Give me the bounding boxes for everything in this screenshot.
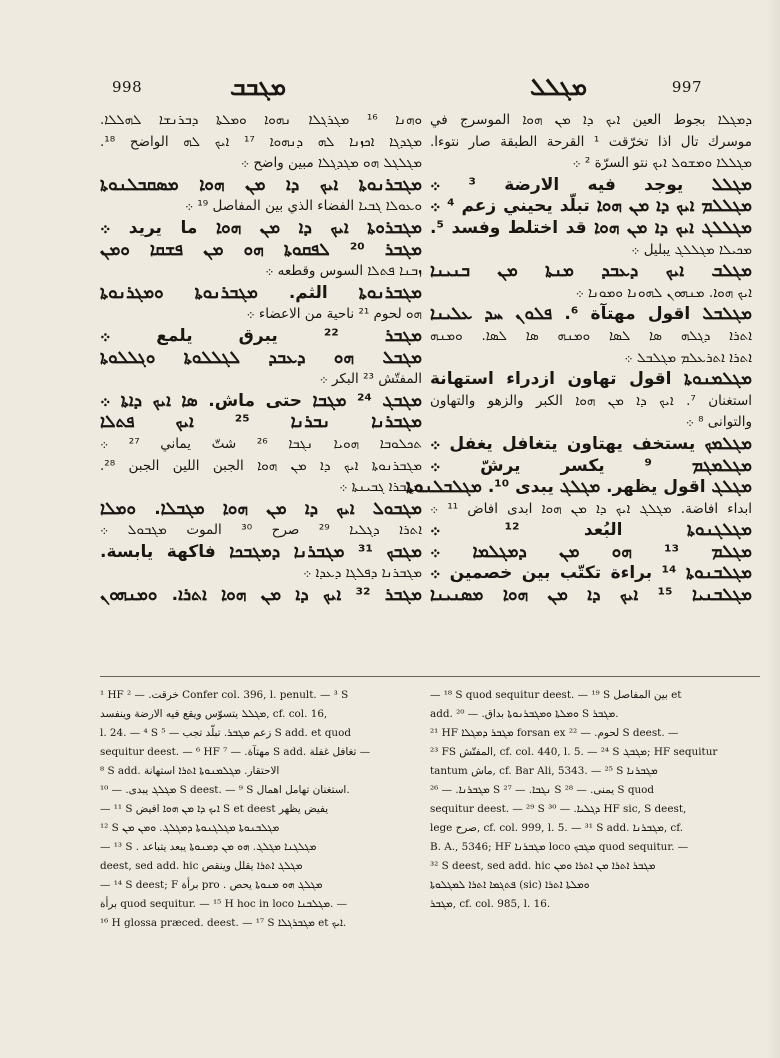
left-text-line: ܡܓܒܪܢܐ ܕܦܠܓܐ ܕܥܕܐ ܀ <box>303 565 422 582</box>
right-entry-headword-line: ܡܓܠܒܠ اقول مهتآة ⁶. ܦܠܘܢ ܚܕ ܥܠܝܢܐ <box>430 304 752 325</box>
running-head-right: ܡܓܠܠ <box>530 72 588 101</box>
footnote-line: ¹² S ܡܓܠܒܢܘܬܐ ܡܓܠܓܢܘܬܐ ܕܡܓܠܓ. ܘܡܢ ܡܢ <box>100 822 280 834</box>
page-number-right: 997 <box>671 78 702 96</box>
right-text-line: استغنان ⁷. ܐܝܟ ܕܐ ܡܢ ܗܘܐ الكبر والزهو والتهاون <box>430 392 753 409</box>
left-text-line: ܡܓܕܓܐ ܐܟܙܢܐ ܠܗ ܕܢܗܘܐ ¹⁷ ܐܝܟ ܠܗ الواضح ¹⁸. <box>100 133 422 150</box>
left-entry-headword-line: ܡܓܒܪܢܘܬܐ ܐܝܟ ܕܐ ܡܢ ܗܘܐ ܡܣܩܒܠܢܘܬܐ <box>100 174 422 195</box>
right-text-line: ܐܝܟ ܗܘܐ. ܡܢܗܘܢ ܠܗܘܢܐ ܘܡܘܢܐ ܀ <box>575 284 752 301</box>
left-text-line: ܗܘ لحوم ²¹ ناحية من الاعضاء ܀ <box>246 306 422 323</box>
left-entry-headword-line: ܡܓܒܪ ²² يبرق يلمع ܀ <box>100 325 422 346</box>
footnote-line: ܡܓܒܪ, cf. col. 985, l. 16. <box>430 898 551 910</box>
right-text-line: ܐܬܪܐ ܕܓܠܗ ܣܐ ܠܣܐ ܘܡܢܗ ܣܐ ܠܣܐ. ܘܡܢܗ <box>430 327 752 344</box>
footnote-line: sequitur deest. — ²⁹ S ܕܓܠܝܐ. — ³⁰ HF sic, S deest, <box>430 803 687 815</box>
footnote-line: ܦܬܓܡܐ ܐܬܪܐ ܠܡܓܠܘܬܐ (sic) ܘܡܠܬܐ ܐܬܪܐ <box>430 879 590 891</box>
left-entry-headword-line: ܡܓܒܠ ܗܘ ܕܥܒܕ ܠܓܠܠܘܬܐ ܘܓܠܠܘܬܐ <box>100 347 422 368</box>
footnote-separator <box>100 676 760 677</box>
footnote-line: ³² S deest, sed add. hic ܡܓܒܪ ܐܬܪܐ ܡܢ ܐܬܪܐ ܘܡܢ <box>430 860 656 872</box>
left-text-line: ܙܒܢܐ ܦܬܠܐ السوس وقطعه ܀ <box>265 263 422 280</box>
footnote-line: ¹⁶ H glossa præced. deest. — ¹⁷ S ܡܓܒܪܓܠܐ et ܐܝܟ. <box>100 917 347 929</box>
footnote-line: — ¹³ S . ܡܓܠܓܢܐ ܡܓܠܓ. ܗܘ ܡܢ ܕܡܢܘܬܐ يبعد يتباعد <box>100 841 317 853</box>
footnote-line: ܡܓܠܠ يتسوّس ويقع فيه الارضة وينفسد, cf. col. 16, <box>100 708 328 720</box>
left-entry-headword-line: ܡܓܒܪ ²⁰ ܠܦܩܘܬܐ ܗܘ ܡܢ ܦܫܩܐ ܘܡܢ <box>100 239 422 260</box>
left-text-column <box>100 110 422 670</box>
footnote-line: — ¹⁴ S deest; F برأة pro . ܡܓܠܓ ܗܘ ܡܢܘܬܐ يحص <box>100 879 323 891</box>
right-entry-headword-line: ܡܓܠܓܢܘܬܐ البُعد ¹² ܀ <box>430 520 752 541</box>
left-text-line: ܘܗܢܐ ¹⁶ ܡܓܪܓܠܐ ܢܗܘܐ ܘܡܠܬܐ ܕܒܪܢܫܐ ܠܗܠܠܐ. <box>100 112 422 128</box>
footnote-line: ²¹ HF ܡܓܒܪ ܕܡܓܠܐ forsan ex لحوم. — ²² S deest. — <box>430 727 679 739</box>
left-entry-headword-line: ܡܓܒܟ ³¹ ܡܓܒܪܢܐ ܕܡܓܒܟܐ فاكهة يابسة. <box>100 541 422 562</box>
right-text-line: ܡܓܠܠܐ ܘܡܫܘܠ ܐܝܟ نتو السرّة ² ܀ <box>572 155 752 172</box>
footnote-line: tantum ماش, cf. Bar Ali, 5343. — ²⁵ S ܡܓܒܪܢܐ <box>430 765 658 777</box>
right-text-line: موسرك تال اذا تخرّقت ¹ القرحة الطبقة صار نتوءا. <box>430 133 752 150</box>
right-entry-headword-line: ܡܓܠܡ ¹³ ܗܘ ܡܢ ܕܡܓܠܡܐ ܀ <box>430 541 752 562</box>
footnote-line: — ¹¹ S ܐܝܟ ܕܐ ܡܢ ܗܘܐ افيض S et deest يفيض يظهر <box>100 803 329 815</box>
footnote-line: l. 24. — ⁴ S زعم ܡܓܒܪ. تبلّد تجب — ⁵ S add. et quod <box>100 727 352 739</box>
footnote-line: ⁸ S add. الاحتقار. ܡܓܠܡܢܘܬܐ ܐܬܪܐ استهانة <box>100 765 280 777</box>
page-edge-shadow <box>766 0 780 1058</box>
footnotes-left <box>100 686 422 946</box>
right-text-line: ܡܟܝܠܐ ܡܓܠܠܓ يبليل ܀ <box>631 241 752 258</box>
right-text-line: ܕܡܓܠܐ بجوط العين ܐܝܟ ܕܐ ܡܢ ܗܘܐ الموسرج في <box>430 112 752 128</box>
right-entry-headword-line: ܡܓܠܠܓ ܐܝܟ ܕܐ ܡܢ ܗܘܐ قد اختلط وفسد ⁵. <box>430 217 752 238</box>
right-entry-headword-line: ܡܓܠܠܡ ܐܝܟ ܕܐ ܡܢ ܗܘܐ تبلّد يحيني زعم ⁴ ܀ <box>430 196 752 217</box>
left-text-line: ܡܓܠܓܠ ܗܘ ܡܓܕܓܠܐ مبين واضح ܀ <box>240 155 422 172</box>
left-text-line: المفتّش ²³ البكر ܀ <box>319 371 422 388</box>
footnote-line: ¹ HF خرقت. — ² Confer col. 396, l. penult. — ³ S <box>100 689 349 701</box>
right-text-column <box>405 110 753 670</box>
left-entry-headword-line: ܡܓܒܪܢܐ ܢܒܪܢܐ ²⁵ ܐܝܟ ܦܬܠܐ <box>100 412 422 433</box>
right-entry-headword-line: ܡܓܠܒܢܝܐ ¹⁵ ܐܝܟ ܕܐ ܡܢ ܗܘܐ ܡܣܢܝܢܐ <box>430 585 753 606</box>
footnote-line: deest, sed add. hic ܡܓܠܓ ܐܬܪܐ يقلل وينقص <box>100 860 303 872</box>
left-text-line: ܘܥܘܠܐ ܓܒܝܐ الفضاء الذي بين المفاصل ¹⁹ ܀ <box>184 198 422 215</box>
left-text-line: ܡܓܒܪܐ ܓܒܝܢܬܐ ܀ <box>339 479 422 496</box>
footnote-line: — ¹⁸ S quod sequitur deest. — ¹⁹ S بين المفاصل et <box>430 689 682 701</box>
right-entry-headword-line: ܡܓܠܒ ܐܝܟ ܕܥܒܕ ܡܢܬܐ ܡܢ ܒܢܝܢܐ <box>430 261 752 282</box>
left-text-line: ܬܟܠܘܒܐ ܗܘܝܐ ܢܓܒܐ ²⁶ شتّ يماني ²⁷ ܀ <box>100 435 422 452</box>
right-entry-headword-line: ܡܓܠܒܢܘܬܐ ¹⁴ براءة تكتّب بين خصمين ܀ <box>430 563 752 584</box>
left-entry-headword-line: ܡܓܒܪܢܘܬܐ الثم. ܡܓܒܪܢܘܬܐ ܘܡܓܪܢܘܬܐ <box>100 282 422 303</box>
footnote-line: add. ܘܡܠܬܐ ܘܡܓܒܪܢܘܬܐ بداق. — ²⁰ S ܡܓܒܪ. <box>430 708 619 720</box>
footnotes-right <box>430 686 752 946</box>
page-number-left: 998 <box>112 78 143 96</box>
footnote-line: ܡܓܠܓ يبدى. — ¹⁰ S deest. — ⁹ S استغنان تهامل اهمال. <box>100 784 350 796</box>
right-entry-headword-line: ܡܓܠܡܢܘܬܐ اقول تهاون ازدراء استهانة <box>430 369 752 390</box>
footnote-line: lege صرح, cf. col. 999, l. 5. — ³¹ S add. ܡܓܒܪܢܐ, cf. <box>430 822 684 834</box>
left-entry-headword-line: ܡܓܒܘܠ ܐܝܟ ܕܐ ܡܢ ܗܘܐ ܡܓܒܠܐ. ܘܡܠܐ <box>100 498 422 519</box>
footnote-line: B. A., 5346; HF ܡܓܒܪܢܐ loco ܡܓܒܟ quod sequitur. — <box>430 841 689 853</box>
running-head-left: ܡܓܒܒ <box>230 72 287 101</box>
left-entry-headword-line: ܡܓܒܪ ³² ܐܝܟ ܕܐ ܡܢ ܗܘܐ ܐܬܪܐ. ܘܡܢܗܘܢ <box>100 585 422 606</box>
right-text-line: والتوانى ⁸ ܀ <box>685 414 752 431</box>
right-text-line: ابداء افاضة. ܡܓܠܓ ܐܝܟ ܕܐ ܡܢ ܗܘܐ ابدى افاض ¹¹ ܀ <box>430 500 752 517</box>
right-text-line: ܐܬܪܐ ܐܬܪܥܠܡ ܡܓܠܒܠ ܀ <box>624 349 752 366</box>
footnote-line: برأة quod sequitur. — ¹⁵ H hoc in loco ܡܓܠܒܢܐ. — <box>100 898 348 910</box>
left-entry-headword-line: ܡܓܒܓ ²⁴ ܡܓܒܐ حتى ماش. ܣܐ ܐܝܟ ܕܐܬܐ ܀ <box>100 390 422 411</box>
right-entry-headword-line: ܡܓܠܡܟ يستخف يهتاون يتغافل يغفل ܀ <box>430 433 752 454</box>
left-text-line: ܡܓܒܪܢܘܬܐ ܐܝܟ ܕܐ ܡܢ ܗܘܐ الجبن اللين الجبن ²⁸. <box>100 457 422 474</box>
footnote-line: sequitur deest. — ⁶ HF مهتآة. — ⁷ S add. تغافل غفلة — <box>100 746 371 758</box>
right-entry-headword-line: ܡܓܠܓ اقول يظهر. ܡܓܠܓ يبدى ¹⁰. ܡܓܠܒܠܢܘܬܐ <box>405 477 752 498</box>
footnote-line: ²³ FS المفتّش, cf. col. 440, l. 5. — ²⁴ S ܡܓܒܓ; HF sequitur <box>430 746 718 758</box>
right-entry-headword-line: ܡܓܠܠ يوجد فيه الارضة ³ ܀ <box>430 174 752 195</box>
right-entry-headword-line: ܡܓܠܡܓܡ ⁹ يكسر يرشّ ܀ <box>430 455 753 476</box>
left-text-line: ܐܬܪܐ ܕܓܠܝܐ ²⁹ صرح ³⁰ الموت ܡܓܒܘܠ ܀ <box>100 522 422 539</box>
footnote-line: ܡܓܒܪܢܐ. — ²⁶ S ܢܓܒܐ. — ²⁷ S يمنى. — ²⁸ S quod <box>430 784 655 796</box>
left-entry-headword-line: ܡܓܒܪܘܬܐ ܐܝܟ ܕܐ ܡܢ ܗܘܐ ما يريد ܀ <box>100 217 422 238</box>
